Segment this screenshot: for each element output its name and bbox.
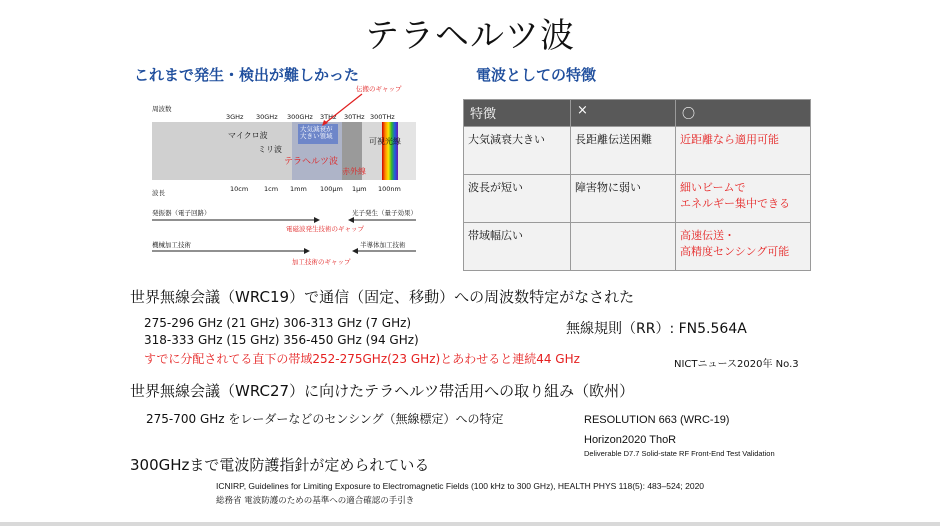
- table-row: [464, 223, 811, 271]
- table-cell: 帯域幅広い: [464, 223, 571, 271]
- atten-label: 大気減衰が 大きい領域: [300, 125, 333, 140]
- em-gap-label: 電磁波発生技術のギャップ: [286, 225, 364, 233]
- freq-label: 周波数: [152, 105, 172, 113]
- wavelength-tick: 1mm: [290, 185, 307, 193]
- icnirp-ref: ICNIRP, Guidelines for Limiting Exposure to Electromagnetic Fields (100 kHz to 300 GHz), HEALTH PHYS 118(5): 483–524; 2020: [216, 481, 705, 491]
- table-cell: 大気減衰大きい: [464, 127, 571, 175]
- gap-label: 伝搬のギャップ: [356, 85, 402, 93]
- rainbow-bar: [382, 122, 398, 180]
- freq-tick: 3GHz: [226, 113, 244, 121]
- wavelength-tick: 10cm: [230, 185, 249, 193]
- table-header: 特徴: [464, 100, 571, 127]
- wavelength-tick: 100μm: [320, 185, 343, 193]
- fab-arrows-icon: [150, 246, 418, 256]
- band-uv: [398, 122, 416, 180]
- nict-news: NICTニュース2020年 No.3: [674, 359, 799, 370]
- spectrum-figure: [148, 84, 420, 270]
- feature-table: [463, 99, 811, 271]
- radio-rule: 無線規則（RR）: FN5.564A: [566, 321, 747, 337]
- slide-title: テラヘルツ波: [365, 16, 575, 56]
- bands-line-2: 318-333 GHz (15 GHz) 356-450 GHz (94 GHz): [144, 333, 419, 347]
- resolution-ref: RESOLUTION 663 (WRC-19): [584, 414, 730, 426]
- guideline-text: 300GHzまで電波防護指針が定められている: [130, 456, 430, 474]
- fab-gap-label: 加工技術のギャップ: [292, 258, 351, 266]
- freq-tick: 30THz: [344, 113, 365, 121]
- sensing-text: 275-700 GHz をレーダーなどのセンシング（無線標定）への特定: [146, 412, 504, 426]
- oscillator-label: 発振器（電子回路）: [152, 209, 211, 217]
- horizon-ref: Horizon2020 ThoR: [584, 434, 677, 446]
- infrared-label: 赤外線: [342, 167, 366, 176]
- wavelength-tick: 1cm: [264, 185, 279, 193]
- freq-tick: 300THz: [370, 113, 395, 121]
- left-heading: これまで発生・検出が難しかった: [134, 66, 360, 84]
- table-cell: 障害物に弱い: [571, 175, 676, 223]
- semiconductor-label: 半導体加工技術: [360, 241, 406, 249]
- table-cell: 近距離なら適用可能: [676, 127, 811, 175]
- wrc27-text: 世界無線会議（WRC27）に向けたテラヘルツ帯活用への取り組み（欧州）: [130, 382, 635, 400]
- microwave-label: マイクロ波: [228, 131, 268, 140]
- table-cell: 波長が短い: [464, 175, 571, 223]
- machining-label: 機械加工技術: [152, 241, 191, 249]
- table-cell: 高速伝送・ 高精度センシング可能: [676, 223, 811, 271]
- terahertz-label: テラヘルツ波: [284, 157, 339, 167]
- wavelength-tick: 100nm: [378, 185, 401, 193]
- bands-line-1: 275-296 GHz (21 GHz) 306-313 GHz (7 GHz): [144, 316, 412, 330]
- bottom-border: [0, 522, 940, 526]
- photonic-label: 光子発生（量子効果）: [352, 209, 417, 217]
- table-cell: 長距離伝送困難: [571, 127, 676, 175]
- freq-tick: 300GHz: [287, 113, 313, 121]
- bands-red-text: すでに分配されてる直下の帯域252-275GHz(23 GHz)とあわせると連続44 GHz: [144, 352, 580, 366]
- table-row: [464, 127, 811, 175]
- table-header: 〇: [676, 100, 811, 127]
- table-cell: 細いビームで エネルギー集中できる: [676, 175, 811, 223]
- right-heading: 電波としての特徴: [476, 66, 597, 84]
- em-arrows-icon: [150, 215, 418, 225]
- freq-tick: 3THz: [320, 113, 337, 121]
- wavelength-label: 波長: [152, 189, 165, 197]
- table-row: [464, 175, 811, 223]
- freq-tick: 30GHz: [256, 113, 278, 121]
- deliverable-ref: Deliverable D7.7 Solid-state RF Front-End Test Validation: [584, 449, 775, 458]
- gap-arrow-icon: [318, 92, 368, 128]
- mmwave-label: ミリ波: [258, 145, 282, 154]
- wavelength-tick: 1μm: [352, 185, 367, 193]
- wrc19-text: 世界無線会議（WRC19）で通信（固定、移動）への周波数特定がなされた: [130, 288, 635, 306]
- soumu-ref: 総務省 電波防護のための基準への適合確認の手引き: [216, 496, 415, 506]
- table-cell: [571, 223, 676, 271]
- visible-label: 可視光線: [369, 137, 401, 146]
- table-header: ×: [571, 100, 676, 127]
